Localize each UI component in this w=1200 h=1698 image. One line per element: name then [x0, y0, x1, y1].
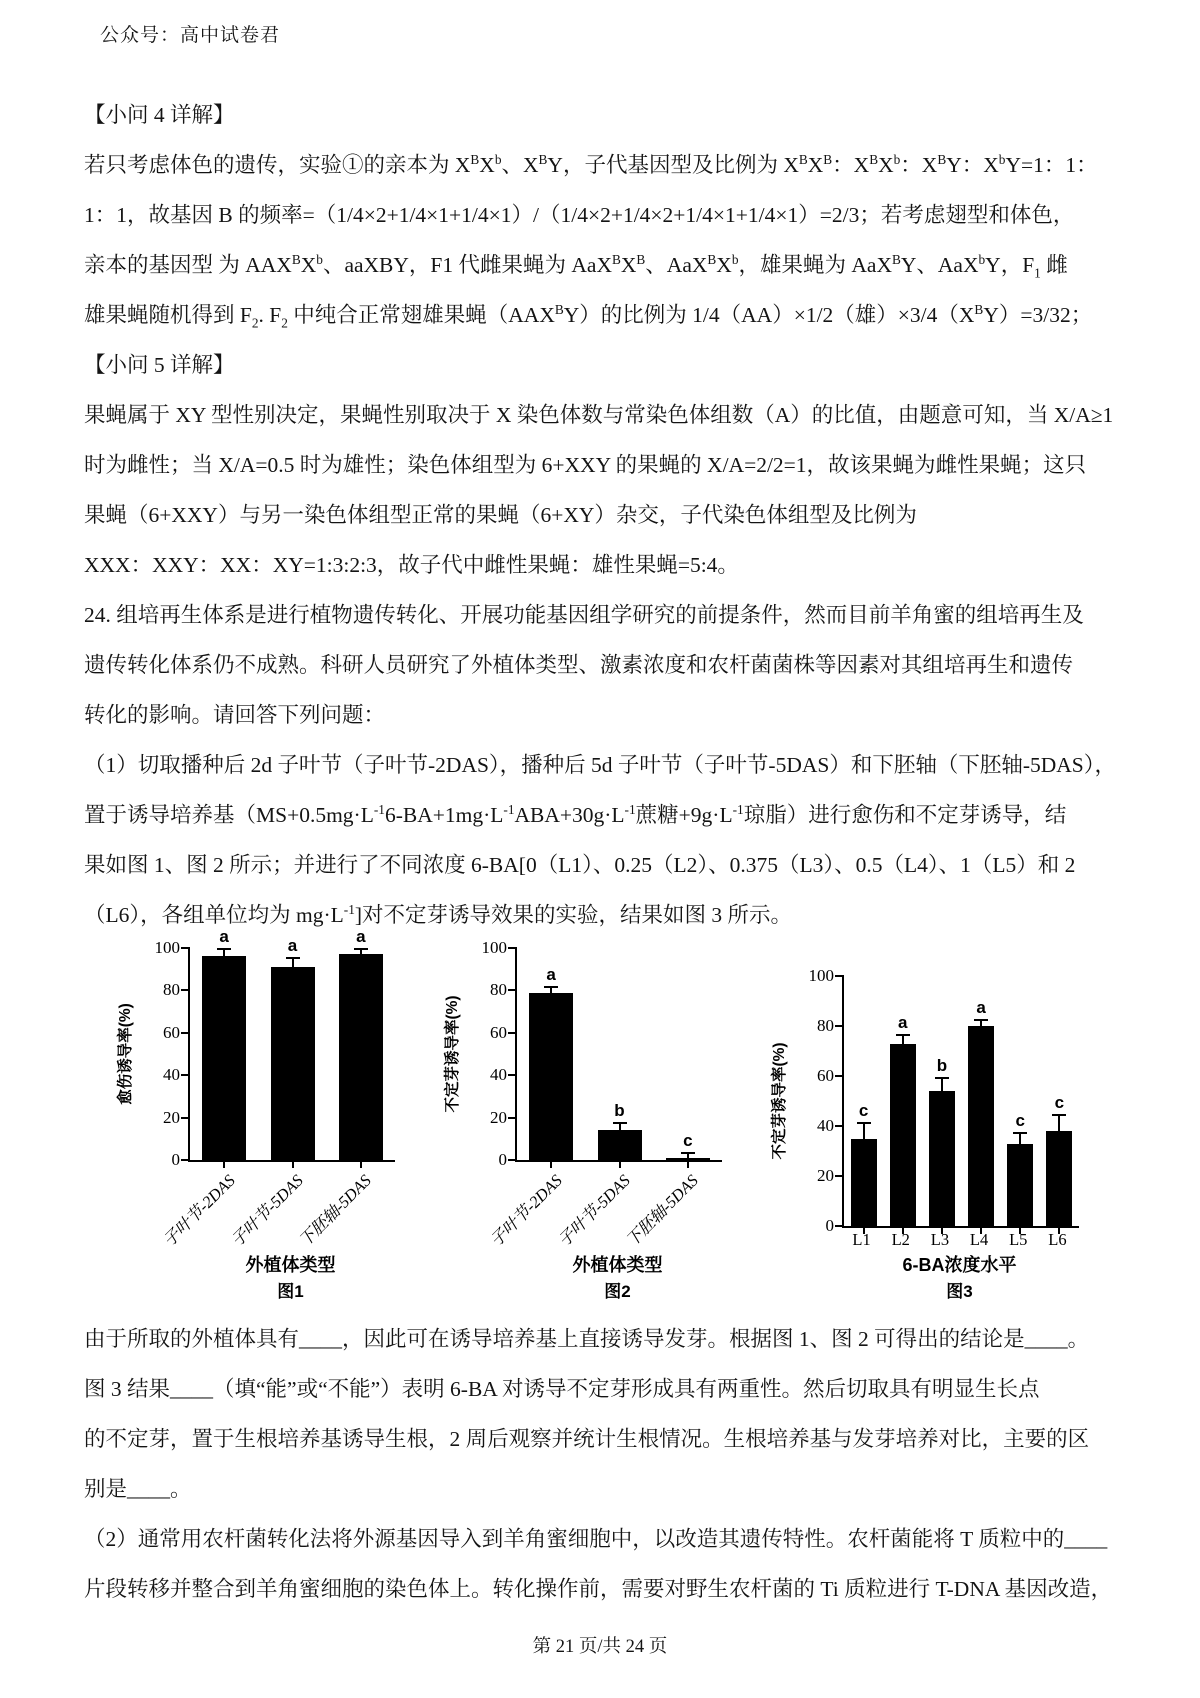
- figure-caption: 图1: [277, 1282, 304, 1301]
- text-line: 片段转移并整合到羊角蜜细胞的染色体上。转化操作前，需要对野生农杆菌的 Ti 质粒进行 T-DNA 基因改造，: [84, 1577, 1113, 1601]
- y-tick-label: 100: [481, 938, 507, 957]
- text-line: 24. 组培再生体系是进行植物遗传转化、开展功能基因组学研究的前提条件，然而目前羊角蜜的组培再生及: [84, 603, 1084, 627]
- text-line: （1）切取播种后 2d 子叶节（子叶节-2DAS），播种后 5d 子叶节（子叶节-5DAS）和下胚轴（下胚轴-5DAS），: [84, 753, 1117, 777]
- y-tick-label: 20: [163, 1107, 180, 1127]
- bar: [929, 1091, 955, 1226]
- significance-letter: b: [936, 1055, 948, 1075]
- significance-letter: a: [898, 1013, 908, 1032]
- error-bar-cap: [286, 957, 300, 959]
- y-tick: [835, 1175, 844, 1177]
- text-line: 的不定芽，置于生根培养基诱导生根，2 周后观察并统计生根情况。生根培养基与发芽培养对比，主要的区: [84, 1427, 1090, 1451]
- text-line: 若只考虑体色的遗传，实验①的亲本为 $X^BX^b$、$X^BY$，子代基因型及比例为 $X^BX^B$：$X^BX^b$：$X^BY$：$X^bY=1$：1：: [84, 151, 1098, 177]
- y-tick: [835, 1025, 844, 1027]
- section-heading-q4: 【小问 4 详解】: [84, 103, 235, 127]
- error-bar-cap: [974, 1019, 988, 1021]
- significance-letter: b: [614, 1100, 625, 1120]
- y-tick: [835, 975, 844, 977]
- error-bar: [980, 1021, 982, 1026]
- y-tick: [508, 1032, 517, 1034]
- significance-letter: a: [356, 927, 366, 947]
- chart-plot-area: [754, 966, 1077, 1235]
- significance-letter: c: [1015, 1110, 1025, 1130]
- y-tick: [508, 1117, 517, 1119]
- x-axis-title: 外植体类型: [572, 1255, 663, 1275]
- y-tick-label: 0: [171, 1150, 180, 1169]
- error-bar: [687, 1154, 689, 1158]
- error-bar-cap: [681, 1152, 695, 1154]
- error-bar: [863, 1124, 865, 1139]
- y-tick-label: 60: [490, 1022, 507, 1042]
- text-line: XXX：XXY：XX：XY=1:3:2:3，故子代中雌性果蝇：雄性果蝇=5:4。: [84, 553, 739, 577]
- y-tick: [181, 1032, 190, 1034]
- x-tick-label: 子叶节-5DAS: [227, 1170, 307, 1251]
- significance-letter: a: [546, 965, 556, 985]
- y-tick-label: 60: [163, 1022, 180, 1042]
- x-tick-label: 子叶节-2DAS: [158, 1170, 239, 1251]
- error-bar-cap: [935, 1077, 949, 1079]
- error-bar: [1019, 1134, 1021, 1144]
- text-line: 亲本的基因型 为 $AAX^BX^b$、aaXBY，F1 代雌果蝇为 $AaX^BX^B$、$AaX^BX^b$，雄果蝇为 AaX$^B$Y、AaX$^b$Y，$F_1$ 雌: [84, 251, 1068, 281]
- figures-row: [100, 927, 1128, 1304]
- bar: [968, 1026, 994, 1226]
- paragraph-q4-explanation: [84, 140, 1128, 340]
- error-bar: [941, 1079, 943, 1092]
- error-bar-cap: [857, 1122, 871, 1124]
- text-line: 由于所取的外植体具有____，因此可在诱导培养基上直接诱导发芽。根据图 1、图 2 可得出的结论是____。: [84, 1327, 1090, 1351]
- bar: [529, 993, 573, 1160]
- x-tick-label: 下胚轴-5DAS: [295, 1170, 376, 1251]
- error-bar: [292, 959, 294, 967]
- figure-1-bar-chart: [100, 927, 393, 1304]
- text-line: 遗传转化体系仍不成熟。科研人员研究了外植体类型、激素浓度和农杆菌菌株等因素对其组培再生和遗传: [84, 653, 1074, 677]
- bar: [339, 954, 383, 1160]
- figure-caption: 图3: [946, 1282, 973, 1301]
- error-bar: [1058, 1116, 1060, 1131]
- bar: [271, 967, 315, 1160]
- x-tick-labels: [100, 1160, 393, 1252]
- y-tick-label: 100: [808, 966, 834, 985]
- error-bar-cap: [354, 948, 368, 950]
- x-tick-label: 下胚轴-5DAS: [622, 1170, 703, 1251]
- text-line: 雄果蝇随机得到 $F_2$. $F_2$ 中纯合正常翅雄果蝇$(AAX^BY)$的比例为 1/4（AA）×1/2（雄）$\times 3/4(X^BY)=3/32$；: [84, 301, 1093, 331]
- text-line: 果如图 1、图 2 所示；并进行了不同浓度 6-BA[0（L1）、0.25（L2）、0.375（L3）、0.5（L4）、1（L5）和 2: [84, 853, 1076, 877]
- text-line: 置于诱导培养基（$MS+0.5mg\cdot L^{-1}6-BA+1mg\cdot L^{-1}ABA+30g\cdot L^{-1}$蔗糖$+9g\cdot L^{-1}$琼脂）进行愈伤和不定芽诱导，结: [84, 801, 1067, 827]
- significance-letter: a: [976, 998, 986, 1017]
- error-bar: [619, 1124, 621, 1130]
- y-tick-label: 80: [163, 980, 180, 1000]
- y-tick: [508, 989, 517, 991]
- y-tick: [181, 989, 190, 991]
- text-line: 果蝇（6+XXY）与另一染色体组型正常的果蝇（6+XY）杂交，子代染色体组型及比例为: [84, 503, 917, 527]
- text-line: （2）通常用农杆菌转化法将外源基因导入到羊角蜜细胞中，以改造其遗传特性。农杆菌能将 T 质粒中的____: [84, 1527, 1108, 1551]
- bar: [890, 1044, 916, 1227]
- error-bar-cap: [613, 1122, 627, 1124]
- y-tick: [835, 1125, 844, 1127]
- x-tick-label: L2: [891, 1230, 910, 1249]
- error-bar: [550, 988, 552, 992]
- x-tick-label: L1: [852, 1230, 871, 1249]
- error-bar-cap: [896, 1034, 910, 1036]
- figure-3-bar-chart: [754, 966, 1077, 1304]
- x-tick-label: L5: [1009, 1230, 1028, 1249]
- x-tick-label: L4: [969, 1230, 989, 1249]
- page-header-watermark: 公众号：高中试卷君: [100, 25, 281, 46]
- y-tick-label: 40: [163, 1065, 180, 1085]
- y-axis-label: 不定芽诱导率(%): [444, 995, 461, 1113]
- x-axis-title: 外植体类型: [245, 1255, 336, 1275]
- text-line: 转化的影响。请回答下列问题：: [84, 703, 386, 727]
- figure-2-bar-chart: [427, 938, 720, 1304]
- y-tick-label: 100: [154, 938, 180, 957]
- y-tick-label: 0: [825, 1216, 834, 1235]
- x-tick-label: L6: [1048, 1230, 1067, 1249]
- page-number: 第 21 页/共 24 页: [532, 1637, 668, 1657]
- error-bar-cap: [1052, 1114, 1066, 1116]
- chart-axes: [771, 966, 1079, 1235]
- chart-axes: [444, 938, 722, 1169]
- text-line: 图 3 结果____（填“能”或“不能”）表明 6-BA 对诱导不定芽形成具有两重性。然后切取具有明显生长点: [84, 1377, 1040, 1401]
- chart-plot-area: [100, 927, 393, 1169]
- chart-plot-area: [427, 938, 720, 1169]
- bar: [1007, 1144, 1033, 1227]
- y-tick-label: 60: [817, 1066, 834, 1085]
- x-tick-label: L3: [930, 1230, 950, 1249]
- significance-letter: a: [219, 927, 229, 947]
- paragraph-question-24: [84, 590, 1128, 940]
- x-tick-label: 子叶节-5DAS: [554, 1170, 634, 1251]
- bar: [851, 1139, 877, 1227]
- figure-caption: 图2: [604, 1282, 631, 1301]
- text-line: 1：1，故基因 B 的频率=（1/4×2+1/4×1+1/4×1）/（1/4×2+1/4×2+1/4×1+1/4×1）=2/3；若考虑翅型和体色，: [84, 203, 1075, 227]
- text-line: 别是____。: [84, 1477, 192, 1501]
- paragraph-after-figures: [84, 1314, 1128, 1614]
- x-tick-label: 子叶节-2DAS: [485, 1170, 566, 1251]
- y-tick-label: 20: [490, 1107, 507, 1127]
- y-tick-label: 0: [498, 1150, 507, 1169]
- y-tick: [181, 1074, 190, 1076]
- error-bar: [223, 950, 225, 956]
- y-tick-label: 20: [817, 1166, 834, 1185]
- x-tick-labels: [754, 1226, 1077, 1252]
- y-tick: [181, 1117, 190, 1119]
- significance-letter: c: [683, 1130, 693, 1150]
- x-axis-title: 6-BA浓度水平: [902, 1255, 1017, 1275]
- y-axis-label: 不定芽诱导率(%): [771, 1042, 788, 1160]
- y-tick: [181, 947, 190, 949]
- x-tick-labels: [427, 1160, 720, 1252]
- y-tick-label: 80: [490, 980, 507, 1000]
- bar: [1046, 1131, 1072, 1226]
- y-tick-label: 40: [817, 1116, 834, 1135]
- bar: [202, 956, 246, 1160]
- error-bar-cap: [1013, 1132, 1027, 1134]
- bar: [598, 1130, 642, 1160]
- paragraph-q5-explanation: [84, 390, 1128, 590]
- error-bar-cap: [217, 948, 231, 950]
- error-bar: [360, 950, 362, 954]
- significance-letter: a: [287, 935, 298, 955]
- y-axis-label: 愈伤诱导率(%): [117, 1003, 134, 1105]
- significance-letter: c: [858, 1100, 869, 1120]
- significance-letter: c: [1054, 1093, 1065, 1112]
- text-line: 果蝇属于 XY 型性别决定，果蝇性别取决于 X 染色体数与常染色体组数（A）的比值，由题意可知，当 X/A≥1: [84, 403, 1114, 427]
- y-tick: [508, 947, 517, 949]
- page-content: [84, 90, 1128, 1614]
- chart-axes: [117, 927, 395, 1169]
- y-tick: [835, 1075, 844, 1077]
- error-bar: [902, 1036, 904, 1044]
- y-tick: [508, 1074, 517, 1076]
- y-tick-label: 80: [817, 1016, 834, 1035]
- text-line: （L6），各组单位均为 $mg\cdot L^{-1}$]对不定芽诱导效果的实验，结果如图 3 所示。: [84, 901, 793, 927]
- y-tick-label: 40: [490, 1065, 507, 1085]
- section-heading-q5: 【小问 5 详解】: [84, 353, 235, 377]
- error-bar-cap: [544, 986, 558, 988]
- text-line: 时为雌性；当 X/A=0.5 时为雄性；染色体组型为 6+XXY 的果蝇的 X/A=2/2=1，故该果蝇为雌性果蝇；这只: [84, 453, 1087, 477]
